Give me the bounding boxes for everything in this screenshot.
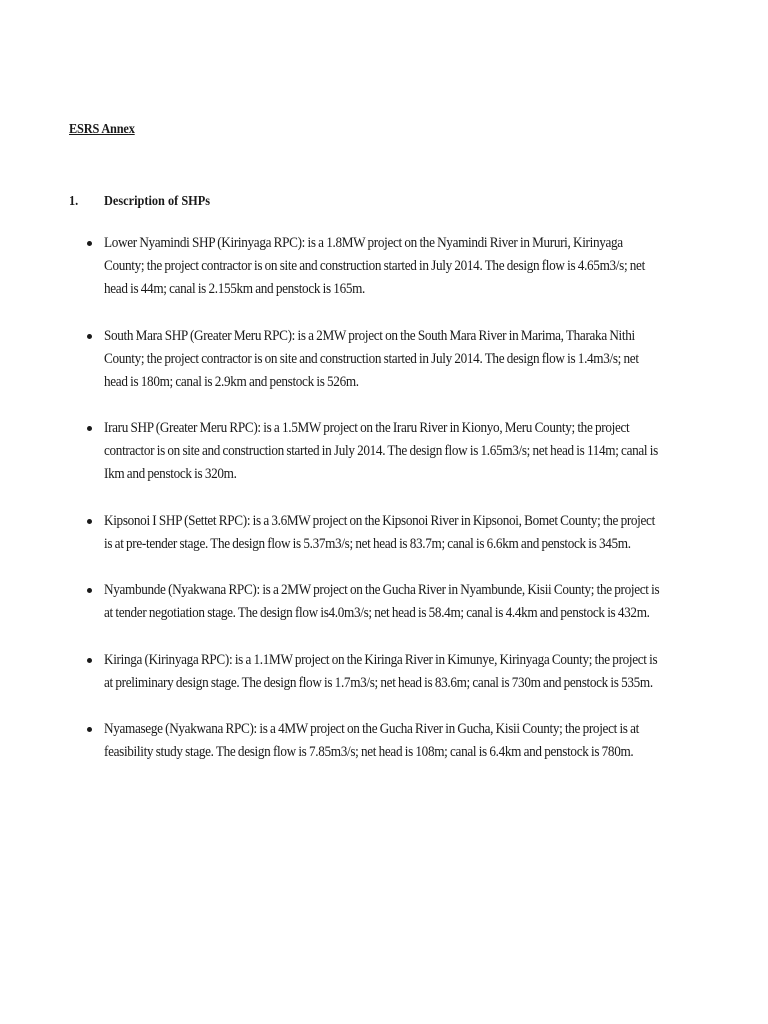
list-item <box>84 649 744 695</box>
bullet-icon <box>87 426 92 431</box>
bullet-icon <box>87 588 92 593</box>
list-item-text: Lower Nyamindi SHP (Kirinyaga RPC): is a 1.8MW project on the Nyamindi River in Mururi, Kirinyaga County; the project contractor is on site and construction started in July 2014. The design flow is 4.65m3/s; net head is 44m; canal is 2.155km and penstock is 165m. <box>104 235 645 297</box>
list-item-text: Kipsonoi I SHP (Settet RPC): is a 3.6MW project on the Kipsonoi River in Kipsonoi, Bomet County; the project is at pre-tender stage. The design flow is 5.37m3/s; net head is 83.7m; canal is 6.6km and penstock is 345m. <box>104 512 655 552</box>
list-item-text: Kiringa (Kirinyaga RPC): is a 1.1MW project on the Kiringa River in Kimunye, Kirinyaga County; the project is at preliminary design stage. The design flow is 1.7m3/s; net head is 83.6m; canal is 730m and penstock is 535m. <box>104 651 658 691</box>
list-item <box>84 325 744 394</box>
document-heading: ESRS Annex <box>69 122 135 137</box>
list-item <box>84 718 744 764</box>
list-item-text: Iraru SHP (Greater Meru RPC): is a 1.5MW project on the Iraru River in Kionyo, Meru County; the project contractor is on site and construction started in July 2014. The design flow is 1.65m3/s; net head is 114m; canal is Ikm and penstock is 320m. <box>104 420 658 482</box>
bullet-icon <box>87 658 92 663</box>
shp-description-list <box>84 232 744 788</box>
bullet-icon <box>87 519 92 524</box>
list-item <box>84 510 744 556</box>
list-item-text: South Mara SHP (Greater Meru RPC): is a 2MW project on the South Mara River in Marima, Tharaka Nithi County; the project contractor is on site and construction started in July 2014. The design flow is 1.4m3/s; net head is 180m; canal is 2.9km and penstock is 526m. <box>104 327 639 390</box>
bullet-icon <box>87 241 92 246</box>
list-item <box>84 232 744 301</box>
list-item <box>84 579 744 625</box>
bullet-icon <box>87 334 92 339</box>
section-number: 1. <box>69 194 79 209</box>
list-item-text: Nyamasege (Nyakwana RPC): is a 4MW project on the Gucha River in Gucha, Kisii County; the project is at feasibility study stage. The design flow is 7.85m3/s; net head is 108m; canal is 6.4km and penstock is 780m. <box>104 721 639 760</box>
section-title: Description of SHPs <box>104 194 211 209</box>
bullet-icon <box>87 727 92 732</box>
list-item-text: Nyambunde (Nyakwana RPC): is a 2MW project on the Gucha River in Nyambunde, Kisii County; the project is at tender negotiation stage. The design flow is4.0m3/s; net head is 58.4m; canal is 4.4km and penstock is 432m. <box>104 582 660 621</box>
list-item <box>84 417 744 486</box>
